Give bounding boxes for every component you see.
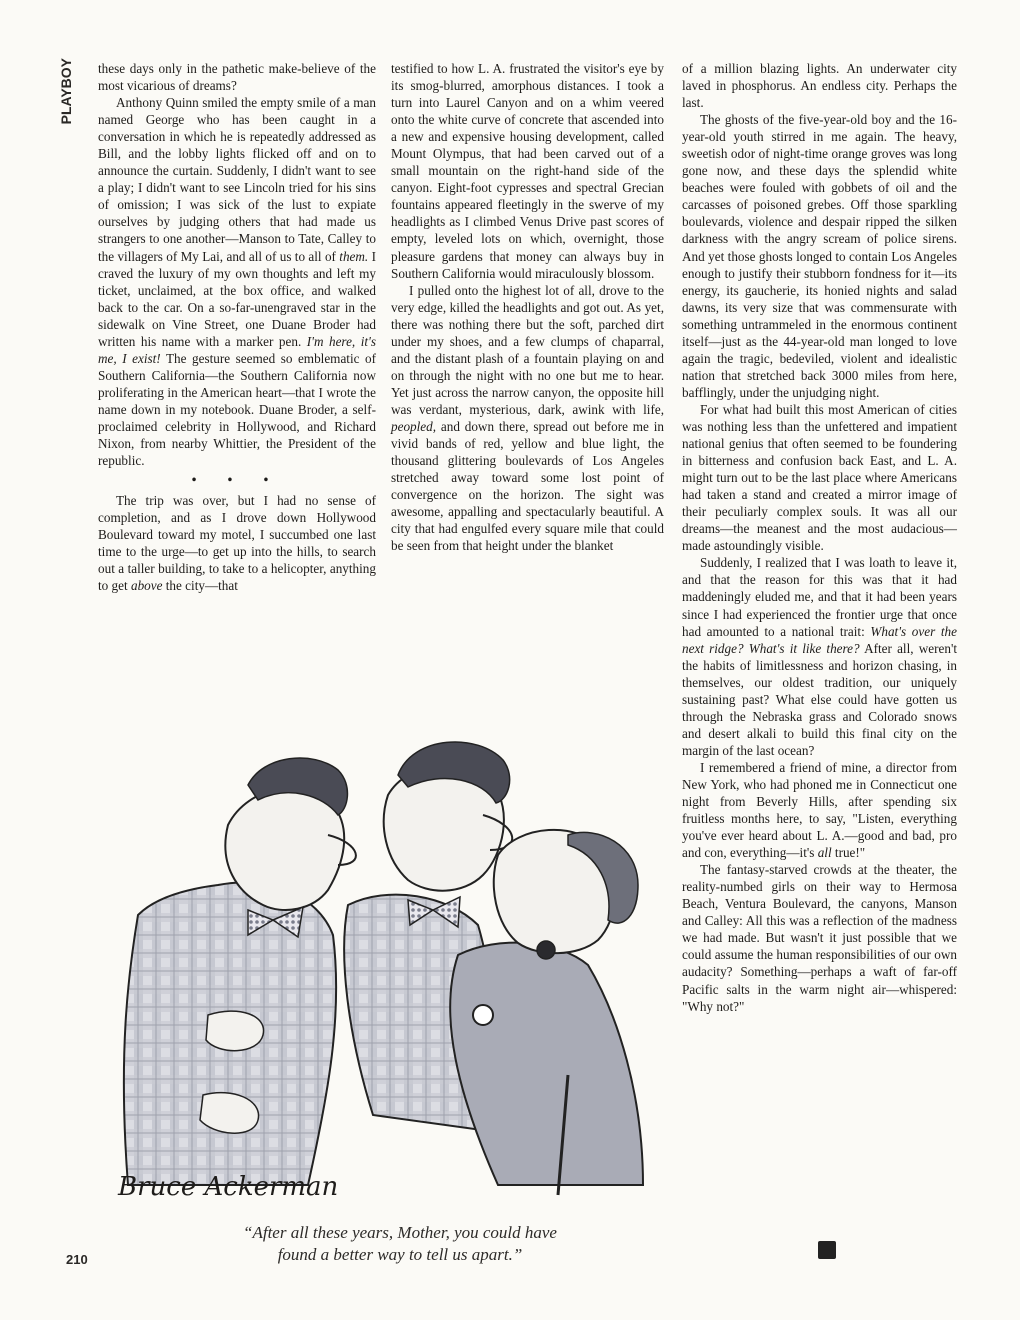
col1b-paragraphs (98, 492, 376, 594)
cartoon-caption (160, 1222, 640, 1266)
col1-paragraphs (98, 60, 376, 469)
text-column-1 (98, 60, 376, 594)
col2-paragraph: I pulled onto the highest lot of all, drove to the very edge, killed the headlights and got out. As yet, there was nothing there but the soft, parched dirt under my shoes, and a few clumps of chaparral, and the distant plash of a fountain playing on and on through the night with no one but me to hear. Yet just across the narrow canyon, the opposite hill was verdant, mysterious, dark, awink with life, peopled, and down there, spread out before me in vivid bands of red, yellow and blue light, the thousand glittering boulevards of Los Angeles stretched away toward some lost point of convergence on the horizon. The sight was awesome, appalling and spectacularly beautiful. A city that had engulfed every square mile that could be seen from that height under the blanket (391, 282, 664, 554)
text-column-3 (682, 60, 957, 1015)
caption-line-2: found a better way to tell us apart.” (277, 1245, 523, 1264)
col3-paragraph: The ghosts of the five-year-old boy and the 16-year-old youth stirred in me again. The heavy, sweetish odor of night-time orange groves was long gone now, and these days the splendid white beaches were fouled with gobbets of oil and the carcasses of poisoned grebes. Off those sparkling boulevards, violence and despair ripped the silken darkness with the angry scream of police sirens. And yet those ghosts longed to contain Los Angeles enough to justify their stubborn fondness for it—its energy, its gaucherie, its honied nights and salad dawns, its very size that was commensurate with something untrammeled in the enormous continent itself—just as the 44-year-old man longed to love again the tragic, bedeviled, violent and idealistic nation that stretched back 3000 miles from here, bafflingly, under the unjudging night. (682, 112, 957, 400)
col1b-paragraph: The trip was over, but I had no sense of completion, and as I drove down Hollywood Boulevard toward my motel, I succumbed one last time to the urge—to get up into the hills, to search out a taller building, to take to a helicopter, anything to get above the city—that (98, 493, 376, 594)
col1-paragraph: these days only in the pathetic make-believe of the most vicarious of dreams? (98, 61, 376, 94)
magazine-masthead: PLAYBOY (58, 58, 74, 125)
mother-dress (450, 943, 643, 1185)
page-number: 210 (66, 1252, 88, 1267)
caption-line-1: “After all these years, Mother, you could have (243, 1223, 557, 1242)
left-son-head (225, 788, 344, 910)
text-column-2 (391, 60, 664, 554)
cartoon-illustration (98, 715, 658, 1220)
col2-paragraphs (391, 60, 664, 554)
cartoonist-signature: Bruce Ackerman (118, 1172, 339, 1202)
col1-paragraph: Anthony Quinn smiled the empty smile of a man named George who has been caught in a conversation in which he is repeatedly addressed as Bill, and the lobby lights flicked off and on to announce the curtain. Suddenly, I didn't want to see a play; I didn't want to see Lincoln tried for his sins of omission; I was sick of the lust to expiate ourselves by judging others that had made us strangers to one another—Manson to Tate, Calley to the villagers of My Lai, and all of us to all of them. I craved the luxury of my own thoughts and left my ticket, unclaimed, at the box office, and walked back to the car. On a so-far-unengraved star in the sidewalk on Vine Street, one Duane Broder had written his name with a marker pen. I'm here, it's me, I exist! The gesture seemed so emblematic of Southern California—the Southern California now proliferating in the American heart—that I wrote the name down in my notebook. Duane Broder, a self-proclaimed celebrity in Hollywood, and Richard Nixon, from nearby Whittier, the President of the republic. (98, 95, 376, 469)
mother-earring (537, 941, 555, 959)
col2-paragraph: testified to how L. A. frustrated the visitor's eye by its smog-blurred, amorphous distances. I took a turn into Laurel Canyon and on a whim veered onto the white curve of concrete that ascended into a new and expensive housing development, called Mount Olympus, that had been carved out of a small mountain on the right-hand side of the canyon. Eight-foot cypresses and spectral Grecian fountains appeared fleetingly in the swerve of my headlights as I climbed Venus Drive past scores of empty, leveled lots on which, overnight, those pleasure gardens that money can always buy in Southern California would miraculously blossom. (391, 61, 664, 281)
magnifier-lens (473, 1005, 493, 1025)
col3-paragraph: For what had built this most American of cities was nothing less than the unfettered and impatient national genius that often seemed to be foundering in bitterness and confusion back East, and L. A. might turn out to be the last place where Americans had taken a stand and created a mirror image of their peculiarly complex souls. It was all our dreams—the meanest and the most audacious—made astoundingly visible. (682, 401, 957, 554)
col3-paragraph: I remembered a friend of mine, a director from New York, who had phoned me in Connecticut one night from Beverly Hills, after spending six fruitless months here, to say, "Listen, everything you've ever heard about L. A.—good and bad, pro and con, everything—it's all true!" (682, 759, 957, 861)
left-son-hand (206, 1011, 264, 1051)
col3-paragraph: of a million blazing lights. An underwater city laved in phosphorus. An endless city. Perhaps the last. (682, 61, 957, 111)
rabbit-head-end-mark-icon (818, 1241, 836, 1259)
col3-paragraph: Suddenly, I realized that I was loath to leave it, and that the reason for this was that it had maddeningly eluded me, and that it had been years since I had experienced the frontier urge that once had amounted to a national trait: What's over the next ridge? What's it like there? After all, weren't the habits of limitlessness and horizon chasing, in themselves, our oldest tradition, our uniquely sustaining past? What else could have gotten us through the Nebraska grass and Colorado snows and desert alkali to build this final city on the margin of the last ocean? (682, 555, 957, 758)
col3-paragraphs (682, 60, 957, 1015)
section-break: • • • (191, 472, 283, 488)
col3-paragraph: The fantasy-starved crowds at the theater, the reality-numbed girls on their way to Hermosa Beach, Ventura Boulevard, the canyons, Manson and Calley: All this was a reflection of the madness we had made. But wasn't it just possible that we could assume the human responsibilities of our own audacity? Something—perhaps a waft of far-off Pacific salts in the warm night air—whispered: "Why not?" (682, 862, 957, 1014)
